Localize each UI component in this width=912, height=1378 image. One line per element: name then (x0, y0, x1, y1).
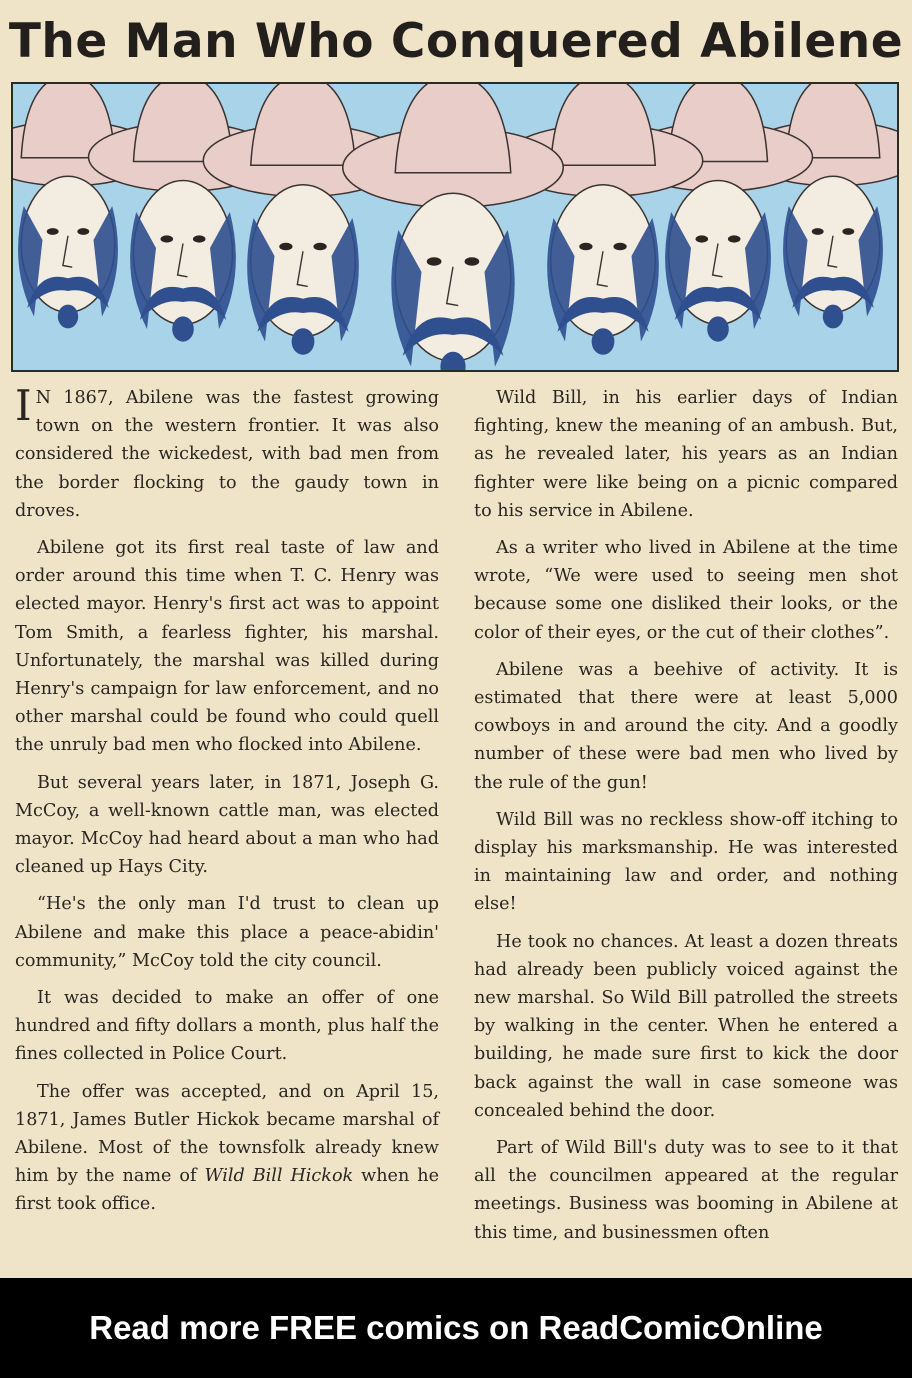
paragraph: The offer was accepted, and on April 15, 1871, James Butler Hickok became marshal of Abilene. Most of the townsfolk already knew him by the name of Wild Bill Hickok when he first took office. (15, 1081, 439, 1215)
paragraph: Wild Bill was no reckless show-off itching to display his marksmanship. He was interested in maintaining law and order, and nothing else! (474, 809, 898, 915)
right-column (474, 384, 898, 1256)
paragraph: Abilene was a beehive of activity. It is estimated that there were at least 5,000 cowboys in and around the city. And a goodly number of these were bad men who lived by the rule of the gun! (474, 659, 898, 793)
left-column (15, 381, 439, 1228)
promo-banner: Read more FREE comics on ReadComicOnline (0, 1278, 912, 1378)
paragraph: “He's the only man I'd trust to clean up Abilene and make this place a peace-abidin' community,” McCoy told the city council. (15, 894, 439, 971)
drop-cap: I (15, 381, 32, 430)
page-title: The Man Who Conquered Abilene (8, 14, 904, 69)
paragraph: It was decided to make an offer of one hundred and fifty dollars a month, plus half the fines collected in Police Court. (15, 988, 439, 1065)
cowboy-face-icon (343, 84, 564, 370)
paragraph: Abilene got its first real taste of law and order around this time when T. C. Henry was elected mayor. Henry's first act was to appoint Tom Smith, a fearless fighter, his marshal. Unfortunately, the marshal was killed during Henry's campaign for law enforcement, and no other marshal could be found who could quell the unruly bad men who flocked into Abilene. (15, 538, 439, 756)
wild-bill-name: Wild Bill Hickok (204, 1166, 354, 1187)
paragraph: He took no chances. At least a dozen threats had already been publicly voiced against the new marshal. So Wild Bill patrolled the streets by walking in the center. When he entered a building, he made sure first to kick the door back against the wall in case someone was concealed behind the door. (474, 931, 898, 1121)
paragraph: Part of Wild Bill's duty was to see to it that all the councilmen appeared at the regular meetings. Business was booming in Abilene at this time, and businessmen often (474, 1138, 898, 1243)
paragraph: But several years later, in 1871, Joseph G. McCoy, a well-known cattle man, was elected mayor. McCoy had heard about a man who had cleaned up Hays City. (15, 772, 439, 878)
paragraph: I N 1867, Abilene was the fastest growing town on the western frontier. It was also considered the wickedest, with bad men from the border flocking to the gaudy town in droves. (15, 381, 439, 521)
cowboy-face-icon (89, 84, 278, 342)
cowboy-face-icon (203, 84, 403, 355)
hickok-faces-illustration (11, 82, 899, 372)
paragraph: As a writer who lived in Abilene at the time wrote, “We were used to seeing men shot because some one disliked their looks, or the color of their eyes, or the cut of their clothes”. (474, 538, 898, 643)
paragraph: Wild Bill, in his earlier days of Indian fighting, knew the meaning of an ambush. But, as he revealed later, his years as an Indian fighter were like being on a picnic compared to his service in Abilene. (474, 388, 898, 521)
illustration-drawing (13, 84, 897, 370)
